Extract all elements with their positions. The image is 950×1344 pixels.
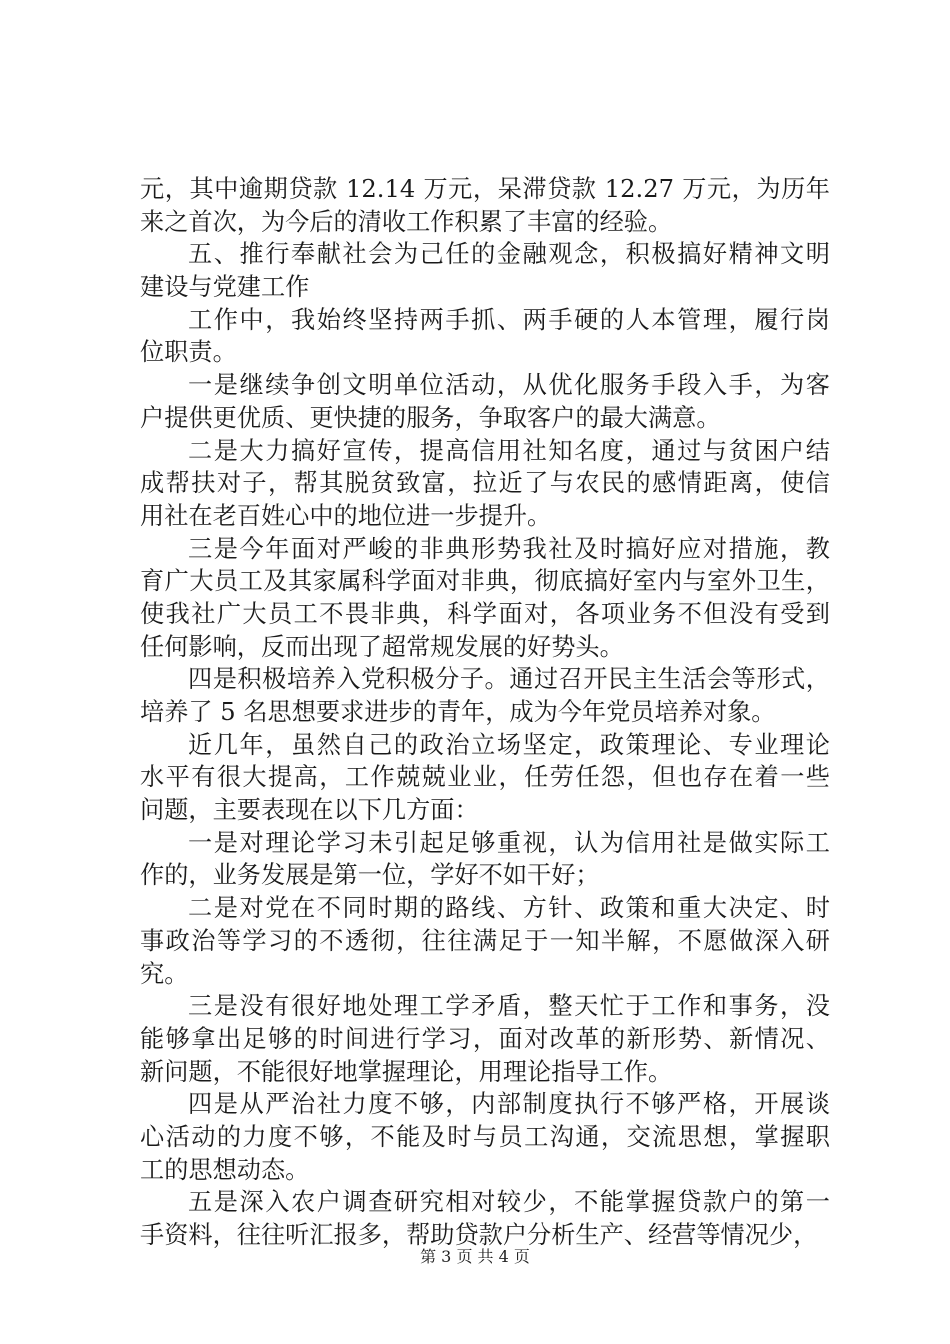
text-line: 五、推行奉献社会为己任的金融观念，积极搞好精神文明 bbox=[188, 240, 830, 269]
text-line: 位职责。 bbox=[140, 338, 237, 367]
paragraph bbox=[140, 663, 830, 728]
text-line: 建设与党建工作 bbox=[140, 273, 310, 302]
text-line: 手资料，往往听汇报多，帮助贷款户分析生产、经营等情况少， bbox=[140, 1221, 818, 1249]
paragraph bbox=[140, 369, 830, 434]
text-line: 用社在老百姓心中的地位进一步提升。 bbox=[140, 501, 552, 530]
document-body bbox=[140, 173, 830, 1252]
text-line: 作的，业务发展是第一位，学好不如干好； bbox=[140, 861, 600, 890]
text-line: 来之首次，为今后的清收工作积累了丰富的经验。 bbox=[140, 207, 673, 236]
text-line: 近几年，虽然自己的政治立场坚定，政策理论、专业理论 bbox=[188, 730, 830, 759]
text-line: 二是对党在不同时期的路线、方针、政策和重大决定、时 bbox=[188, 894, 830, 923]
paragraph bbox=[140, 892, 830, 990]
text-line: 工作中，我始终坚持两手抓、两手硬的人本管理，履行岗 bbox=[188, 305, 830, 334]
text-line: 三是今年面对严峻的非典形势我社及时搞好应对措施，教 bbox=[188, 534, 830, 563]
text-line: 元，其中逾期贷款 12.14 万元，呆滞贷款 12.27 万元，为历年 bbox=[140, 175, 830, 203]
text-line: 户提供更优质、更快捷的服务，争取客户的最大满意。 bbox=[140, 403, 721, 432]
text-line: 新问题，不能很好地掌握理论，用理论指导工作。 bbox=[140, 1057, 673, 1086]
text-line: 四是积极培养入党积极分子。通过召开民主生活会等形式， bbox=[188, 665, 830, 694]
text-line: 事政治等学习的不透彻，往往满足于一知半解，不愿做深入研 bbox=[140, 926, 830, 955]
text-line: 一是继续争创文明单位活动，从优化服务手段入手，为客 bbox=[188, 371, 830, 400]
paragraph bbox=[140, 729, 830, 827]
paragraph bbox=[140, 304, 830, 369]
text-line: 育广大员工及其家属科学面对非典，彻底搞好室内与室外卫生， bbox=[140, 567, 830, 596]
paragraph bbox=[140, 990, 830, 1088]
paragraph bbox=[140, 533, 830, 664]
paragraph bbox=[140, 827, 830, 892]
text-line: 培养了 5 名思想要求进步的青年，成为今年党员培养对象。 bbox=[140, 698, 776, 726]
text-line: 能够拿出足够的时间进行学习，面对改革的新形势、新情况、 bbox=[140, 1024, 830, 1053]
paragraph bbox=[140, 1186, 830, 1251]
paragraph bbox=[140, 1088, 830, 1186]
text-line: 究。 bbox=[140, 959, 189, 988]
text-line: 成帮扶对子，帮其脱贫致富，拉近了与农民的感情距离，使信 bbox=[140, 469, 830, 498]
text-line: 问题，主要表现在以下几方面： bbox=[140, 796, 479, 825]
text-line: 水平有很大提高，工作兢兢业业，任劳任怨，但也存在着一些 bbox=[140, 763, 830, 792]
text-line: 任何影响，反而出现了超常规发展的好势头。 bbox=[140, 632, 624, 661]
paragraph bbox=[140, 435, 830, 533]
text-line: 使我社广大员工不畏非典，科学面对，各项业务不但没有受到 bbox=[140, 599, 830, 628]
paragraph bbox=[140, 173, 830, 238]
text-line: 三是没有很好地处理工学矛盾，整天忙于工作和事务，没 bbox=[188, 992, 830, 1021]
text-line: 心活动的力度不够，不能及时与员工沟通，交流思想，掌握职 bbox=[140, 1122, 830, 1151]
paragraph bbox=[140, 238, 830, 303]
text-line: 五是深入农户调查研究相对较少，不能掌握贷款户的第一 bbox=[188, 1188, 830, 1217]
text-line: 四是从严治社力度不够，内部制度执行不够严格，开展谈 bbox=[188, 1090, 830, 1119]
text-line: 工的思想动态。 bbox=[140, 1155, 310, 1184]
text-line: 二是大力搞好宣传，提高信用社知名度，通过与贫困户结 bbox=[188, 436, 830, 465]
page-footer: 第 3 页 共 4 页 bbox=[420, 1247, 530, 1266]
text-line: 一是对理论学习未引起足够重视，认为信用社是做实际工 bbox=[188, 828, 830, 857]
